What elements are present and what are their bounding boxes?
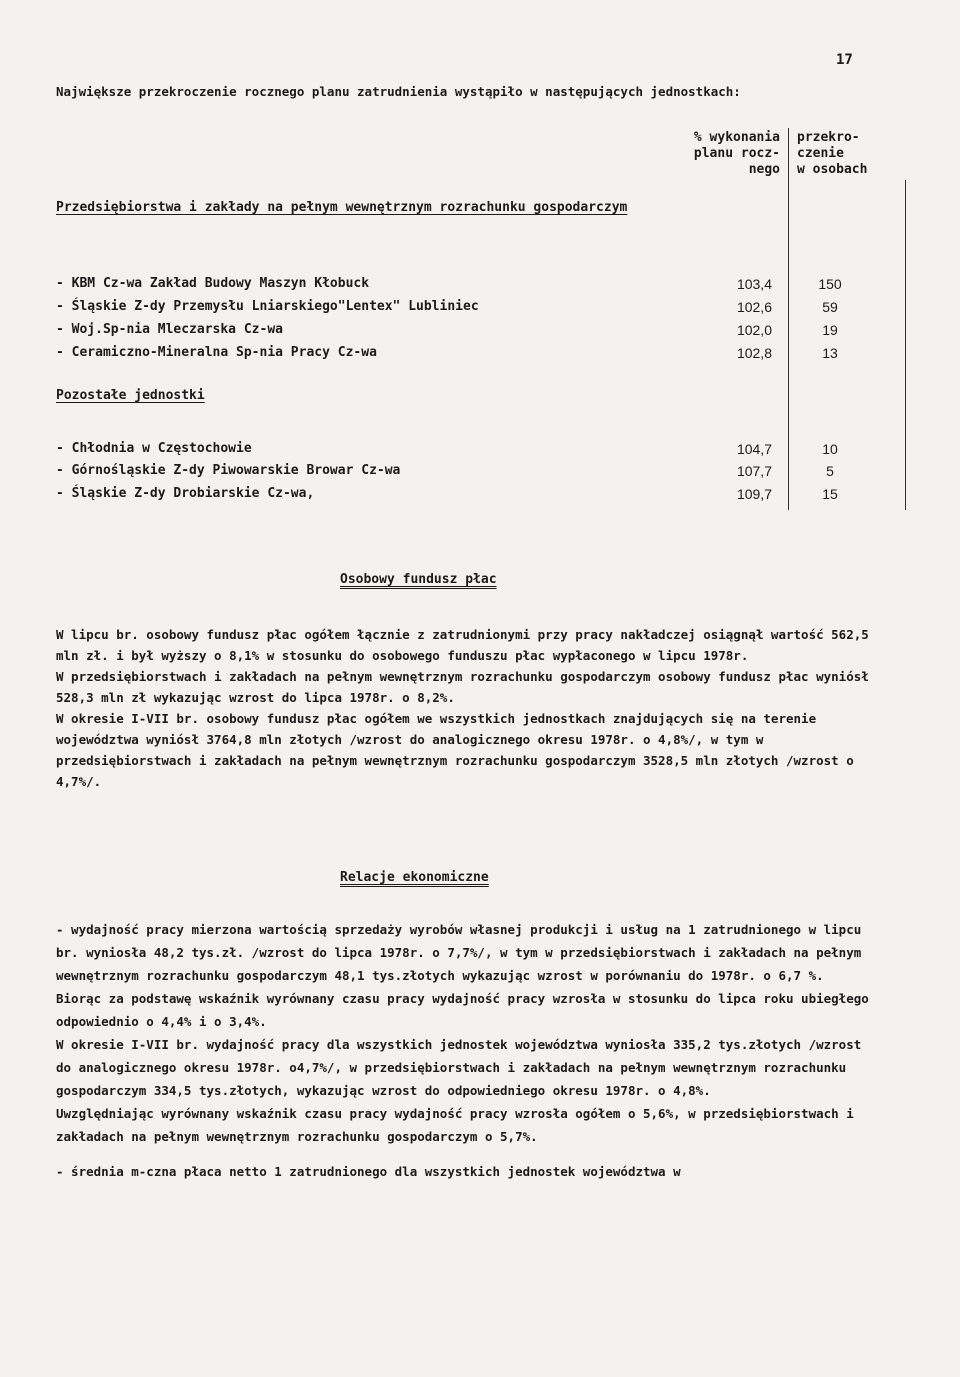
table-row-persons: 150 xyxy=(818,276,842,292)
heading-economic-relations: Relacje ekonomiczne xyxy=(340,870,489,885)
col-header-line: nego xyxy=(748,162,780,177)
table-row-pct: 107,7 xyxy=(736,463,772,479)
column-divider xyxy=(788,128,789,510)
col-header-line: planu rocz- xyxy=(693,146,780,161)
table-row-label: - Ceramiczno-Mineralna Sp-nia Pracy Cz-wa xyxy=(56,345,377,360)
table-row-label: - Woj.Sp-nia Mleczarska Cz-wa xyxy=(56,322,283,337)
section-title-other-units: Pozostałe jednostki xyxy=(56,388,205,403)
table-row-label: - Chłodnia w Częstochowie xyxy=(56,441,252,456)
table-row-persons: 19 xyxy=(822,322,838,338)
table-row-pct: 102,8 xyxy=(736,345,772,361)
table-row-label: - Śląskie Z-dy Przemysłu Lniarskiego"Lentex" Lubliniec xyxy=(56,299,479,314)
table-row-label: - Górnośląskie Z-dy Piwowarskie Browar Cz-wa xyxy=(56,463,401,478)
table-row-persons: 15 xyxy=(822,486,838,502)
economic-relations-text xyxy=(56,918,876,1183)
table-row-persons: 10 xyxy=(822,441,838,457)
col-header-plan-pct xyxy=(676,130,780,178)
col-header-line: czenie xyxy=(797,146,844,161)
paragraph: - średnia m-czna płaca netto 1 zatrudnionego dla wszystkich jednostek województwa w xyxy=(56,1164,681,1179)
intro-text: Największe przekroczenie rocznego planu zatrudnienia wystąpiło w następujących jednostkach: xyxy=(56,84,741,99)
paragraph: W przedsiębiorstwach i zakładach na pełnym wewnętrznym rozrachunku gospodarczym osobowy fundusz płac wyniósł 528,3 mln zł wykazując wzrost do lipca 1978r. o 8,2%. xyxy=(56,669,869,705)
table-row-persons: 13 xyxy=(822,345,838,361)
table-row-label: - Śląskie Z-dy Drobiarskie Cz-wa, xyxy=(56,486,315,501)
paragraph: W lipcu br. osobowy fundusz płac ogółem łącznie z zatrudnionymi przy pracy nakładczej osiągnął wartość 562,5 mln zł. i był wyższy o 8,1% w stosunku do osobowego funduszu płac wypłaconego w lipcu 1978r. xyxy=(56,627,869,663)
heading-wage-fund: Osobowy fundusz płac xyxy=(340,572,497,587)
paragraph: W okresie I-VII br. osobowy fundusz płac ogółem we wszystkich jednostkach znajdujących się na terenie województwa wyniósł 3764,8 mln złotych /wzrost do analogicznego okresu 1978r. o 4,8%/, w tym w przedsiębiorstwach i zakładach na pełnym wewnętrznym rozrachunku gospodarczym 3528,5 mln złotych /wzrost o 4,7%/. xyxy=(56,711,854,789)
page-number: 17 xyxy=(836,52,853,68)
paragraph: - wydajność pracy mierzona wartością sprzedaży wyrobów własnej produkcji i usług na 1 zatrudnionego w lipcu br. wyniosła 48,2 tys.zł. /wzrost do lipca 1978r. o 7,7%/, w tym w przedsiębiorstwach i zakładach na pełnym wewnętrznym rozrachunku gospodarczym 48,1 tys.złotych wykazując wzrost w porównaniu do 1978r. o 6,7 %. Biorąc za podstawę wskaźnik wyrównany czasu pracy wydajność pracy wzrosła w stosunku do lipca roku ubiegłego odpowiednio o 4,4% i o 3,4%. xyxy=(56,922,869,1029)
column-divider-right xyxy=(905,180,906,510)
table-row-pct: 109,7 xyxy=(736,486,772,502)
table-row-label: - KBM Cz-wa Zakład Budowy Maszyn Kłobuck xyxy=(56,276,370,291)
table-row-pct: 104,7 xyxy=(736,441,772,457)
col-header-excess xyxy=(797,130,907,178)
paragraph: W okresie I-VII br. wydajność pracy dla wszystkich jednostek województwa wyniosła 335,2 tys.złotych /wzrost do analogicznego okresu 1978r. o4,7%/, w przedsiębiorstwach i zakładach na pełnym wewnętrznym rozrachunku gospodarczym 334,5 tys.złotych, wykazując wzrost do odpowiedniego okresu 1978r. o 4,8%. xyxy=(56,1037,862,1098)
wage-fund-text xyxy=(56,624,876,792)
col-header-line: przekro- xyxy=(797,130,860,145)
table-row-pct: 102,6 xyxy=(736,299,772,315)
table-row-pct: 103,4 xyxy=(736,276,772,292)
table-row-persons: 5 xyxy=(826,463,834,479)
table-row-persons: 59 xyxy=(822,299,838,315)
col-header-line: w osobach xyxy=(797,162,868,177)
col-header-line: % wykonania xyxy=(693,130,780,145)
section-title-full-accounting: Przedsiębiorstwa i zakłady na pełnym wewnętrznym rozrachunku gospodarczym xyxy=(56,200,628,215)
paragraph: Uwzględniając wyrównany wskaźnik czasu pracy wydajność pracy wzrosła ogółem o 5,6%, w przedsiębiorstwach i zakładach na pełnym wewnętrznym rozrachunku gospodarczym o 5,7%. xyxy=(56,1106,854,1144)
table-row-pct: 102,0 xyxy=(736,322,772,338)
